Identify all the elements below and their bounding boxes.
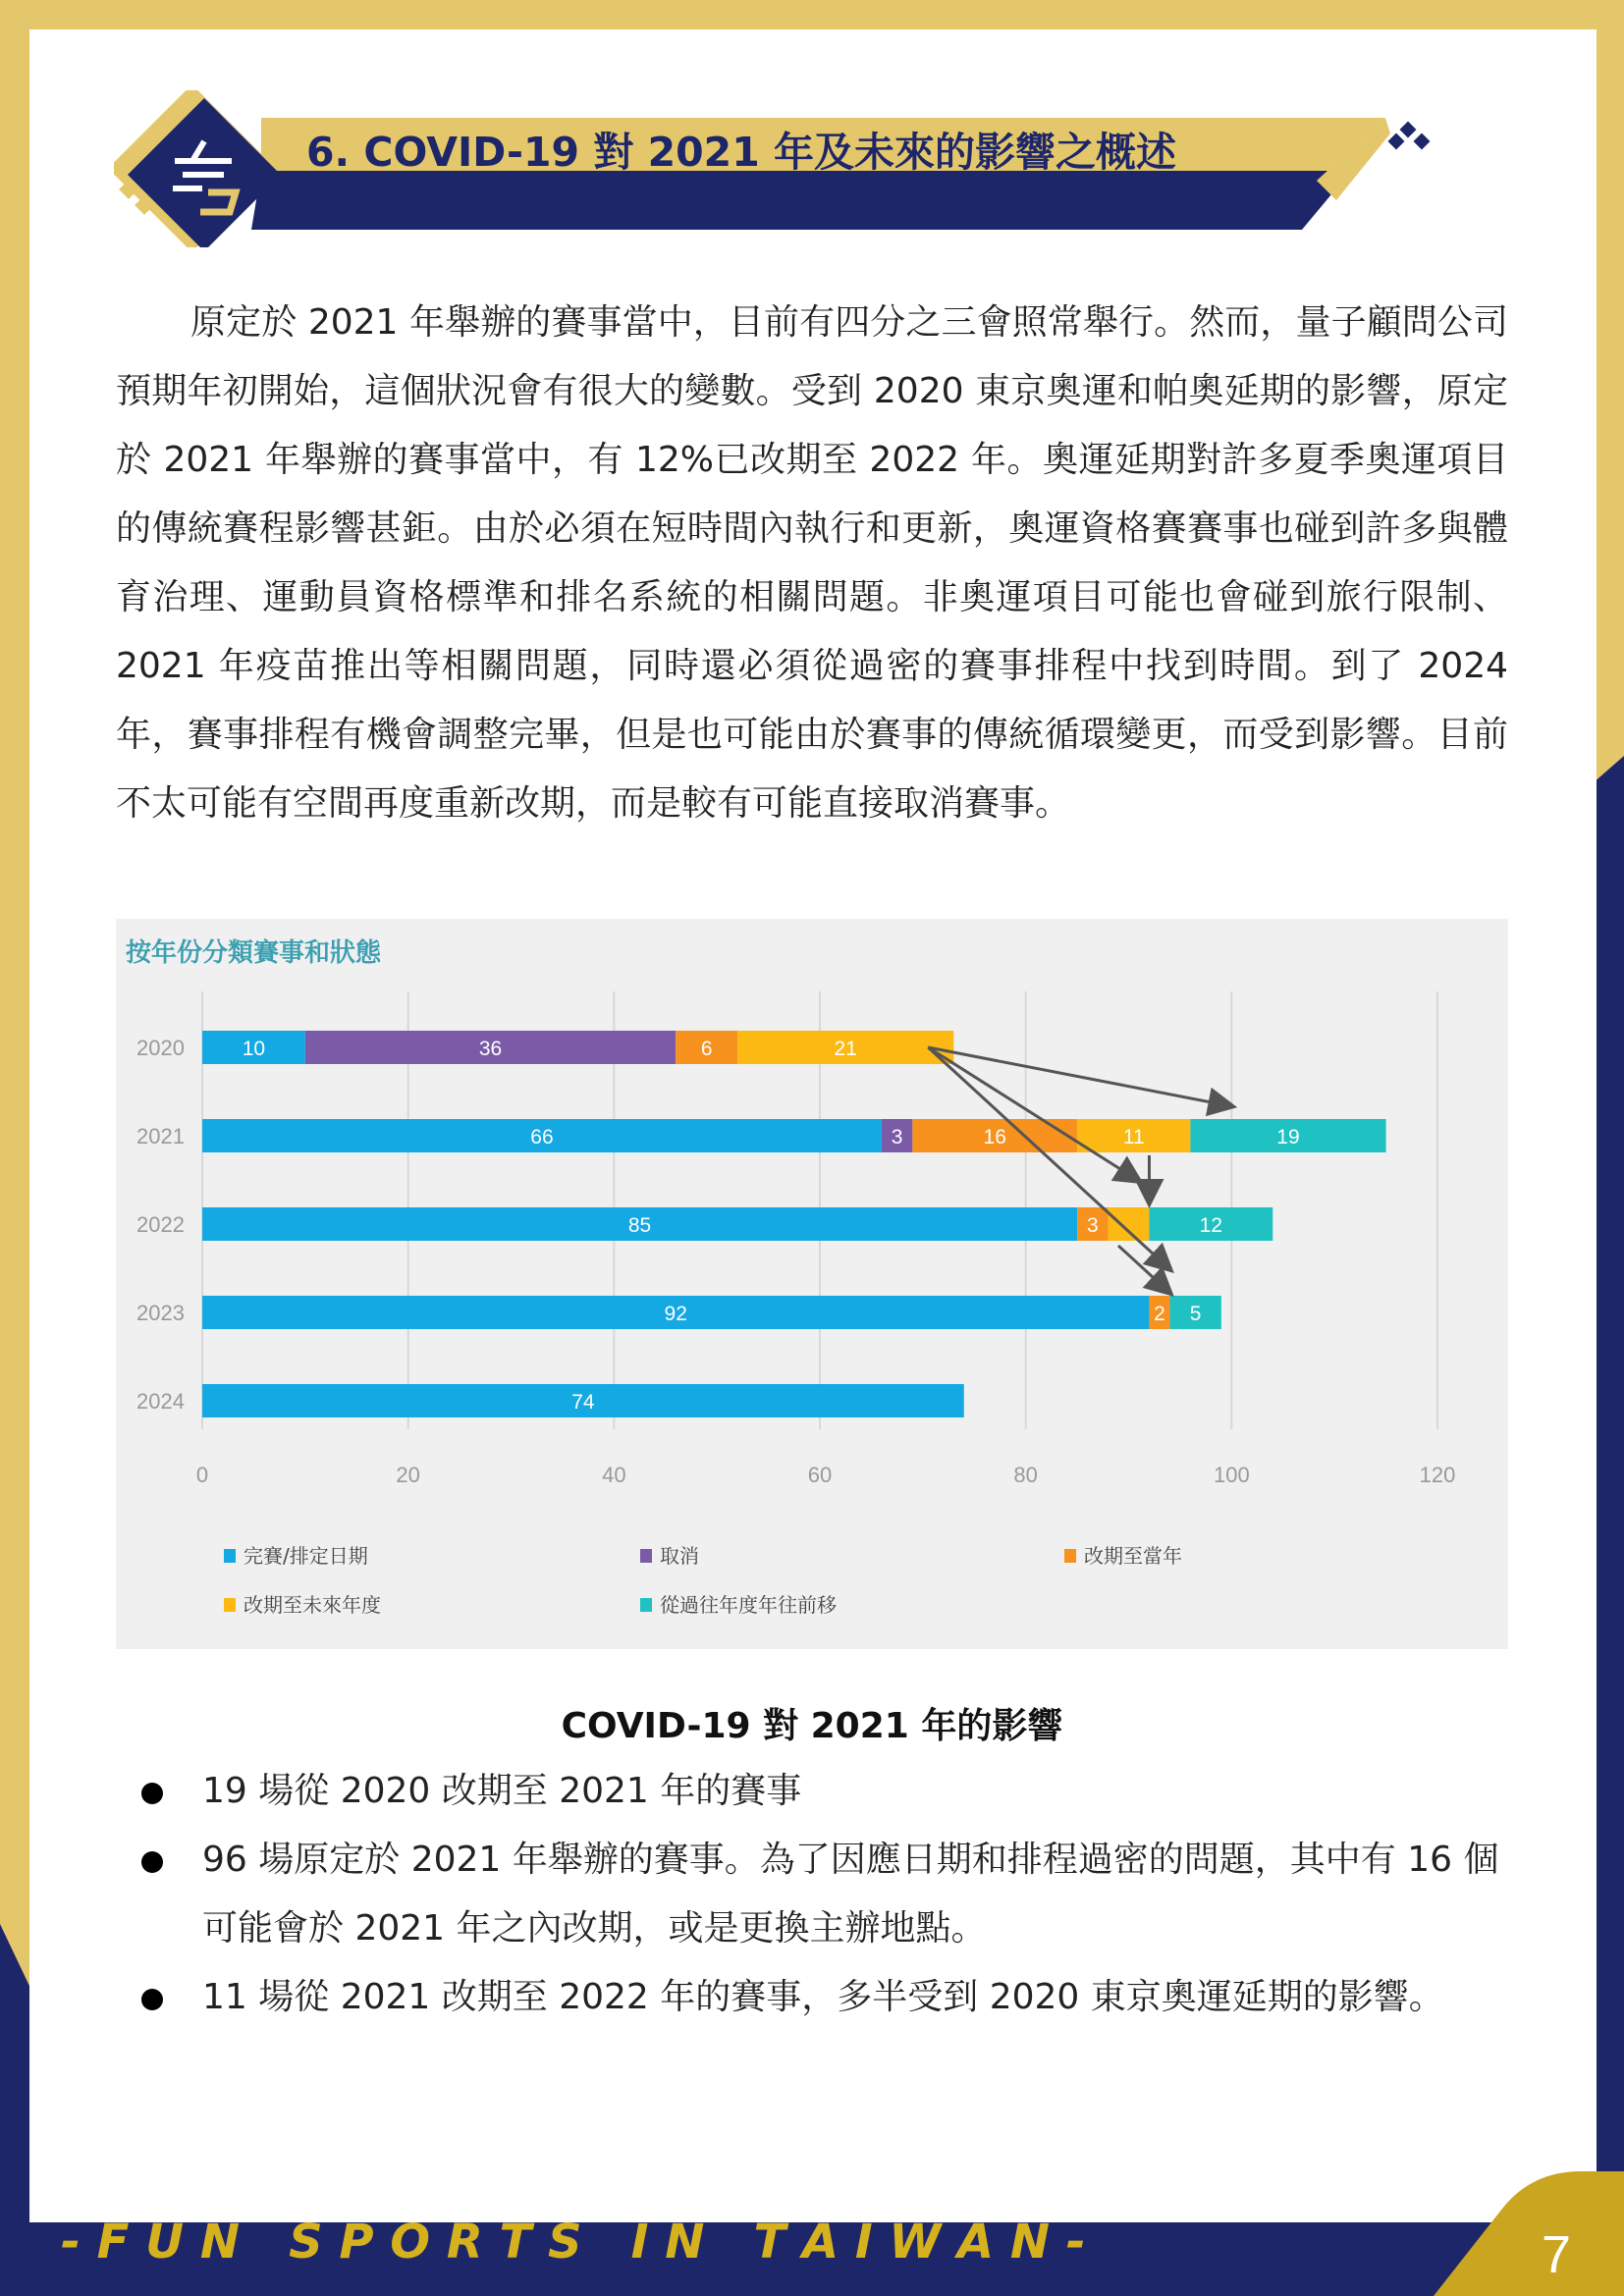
x-tick-label: 80 — [1013, 1463, 1038, 1487]
legend-swatch — [640, 1549, 652, 1563]
data-label: 3 — [891, 1126, 903, 1148]
x-tick-label: 60 — [807, 1463, 833, 1487]
stacked-bar-chart — [116, 919, 1508, 1649]
list-item — [137, 1757, 1508, 1826]
data-label: 66 — [530, 1126, 554, 1148]
y-category-label: 2020 — [136, 1036, 185, 1060]
x-tick-label: 100 — [1213, 1463, 1250, 1487]
data-label: 5 — [1189, 1303, 1202, 1325]
bar-segment — [1109, 1207, 1150, 1241]
data-label: 11 — [1122, 1126, 1145, 1148]
banner-navy-ribbon — [251, 171, 1351, 230]
data-label: 16 — [983, 1126, 1006, 1148]
footer-tagline: - F U N S P O R T S I N T A I W A N - — [61, 2215, 1086, 2269]
legend-label: 從過往年度年往前移 — [660, 1593, 837, 1617]
page-title: 6. COVID-19 對 2021 年及未來的影響之概述 — [306, 129, 1177, 176]
y-category-label: 2023 — [136, 1301, 185, 1325]
data-label: 19 — [1276, 1126, 1300, 1148]
bullet-dot-icon — [141, 1783, 163, 1804]
chart-title: 按年份分類賽事和狀態 — [126, 938, 382, 968]
y-category-label: 2024 — [136, 1389, 185, 1414]
data-label: 92 — [664, 1303, 687, 1325]
chart-panel — [116, 919, 1508, 1649]
x-tick-label: 20 — [396, 1463, 420, 1487]
legend-label: 改期至未來年度 — [244, 1593, 381, 1617]
legend-swatch — [640, 1598, 652, 1612]
list-item — [137, 1826, 1508, 1963]
section-title: COVID-19 對 2021 年的影響 — [561, 1706, 1063, 1746]
data-label: 10 — [242, 1038, 266, 1060]
body-paragraph: 原定於 2021 年舉辦的賽事當中，目前有四分之三會照常舉行。然而，量子顧問公司預期年初開始，這個狀況會有很大的變數。受到 2020 東京奧運和帕奧延期的影響，原定於 2021 年舉辦的賽事當中，有 12%已改期至 2022 年。奧運延期對許多夏季奧運項目的傳統賽程影響甚鉅。由於必須在短時間內執行和更新，奧運資格賽賽事也碰到許多與體育治理、運動員資格標準和排名系統的相關問題。非奧運項目可能也會碰到旅行限制、2021 年疫苗推出等相關問題，同時還必須從過密的賽事排程中找到時間。到了 2024 年，賽事排程有機會調整完畢，但是也可能由於賽事的傳統循環變更，而受到影響。目前不太可能有空間再度重新改期，而是較有可能直接取消賽事。 — [116, 302, 1508, 824]
x-tick-label: 40 — [602, 1463, 626, 1487]
bullet-list — [137, 1757, 1508, 2032]
data-label: 6 — [700, 1038, 713, 1060]
legend-label: 完賽/排定日期 — [244, 1544, 368, 1568]
x-tick-label: 120 — [1419, 1463, 1456, 1487]
data-label: 21 — [834, 1038, 857, 1060]
page-number-tab — [1434, 2160, 1624, 2296]
legend-label: 取消 — [660, 1544, 699, 1568]
data-label: 74 — [571, 1391, 595, 1414]
legend-swatch — [1064, 1549, 1076, 1563]
y-category-label: 2021 — [136, 1124, 185, 1148]
bullet-text: 96 場原定於 2021 年舉辦的賽事。為了因應日期和排程過密的問題，其中有 16 個可能會於 2021 年之內改期，或是更換主辦地點。 — [202, 1840, 1499, 1949]
x-tick-label: 0 — [195, 1463, 209, 1487]
legend-swatch — [224, 1598, 236, 1612]
legend-swatch — [224, 1549, 236, 1563]
page-number: 7 — [1542, 2225, 1572, 2284]
arrow-line — [1118, 1246, 1169, 1293]
data-label: 12 — [1199, 1214, 1223, 1237]
data-label: 85 — [627, 1214, 652, 1237]
bullet-dot-icon — [141, 1851, 163, 1873]
diamond-dots-right — [1388, 122, 1431, 150]
bullet-dot-icon — [141, 1989, 163, 2010]
list-item — [137, 1963, 1508, 2032]
bullet-text: 19 場從 2020 改期至 2021 年的賽事 — [202, 1771, 802, 1811]
legend-label: 改期至當年 — [1084, 1544, 1182, 1568]
data-label: 2 — [1154, 1303, 1165, 1325]
y-category-label: 2022 — [136, 1212, 185, 1237]
data-label: 3 — [1086, 1214, 1099, 1237]
bullet-text: 11 場從 2021 改期至 2022 年的賽事，多半受到 2020 東京奧運延期的影響。 — [202, 1977, 1444, 2017]
data-label: 36 — [478, 1038, 503, 1060]
